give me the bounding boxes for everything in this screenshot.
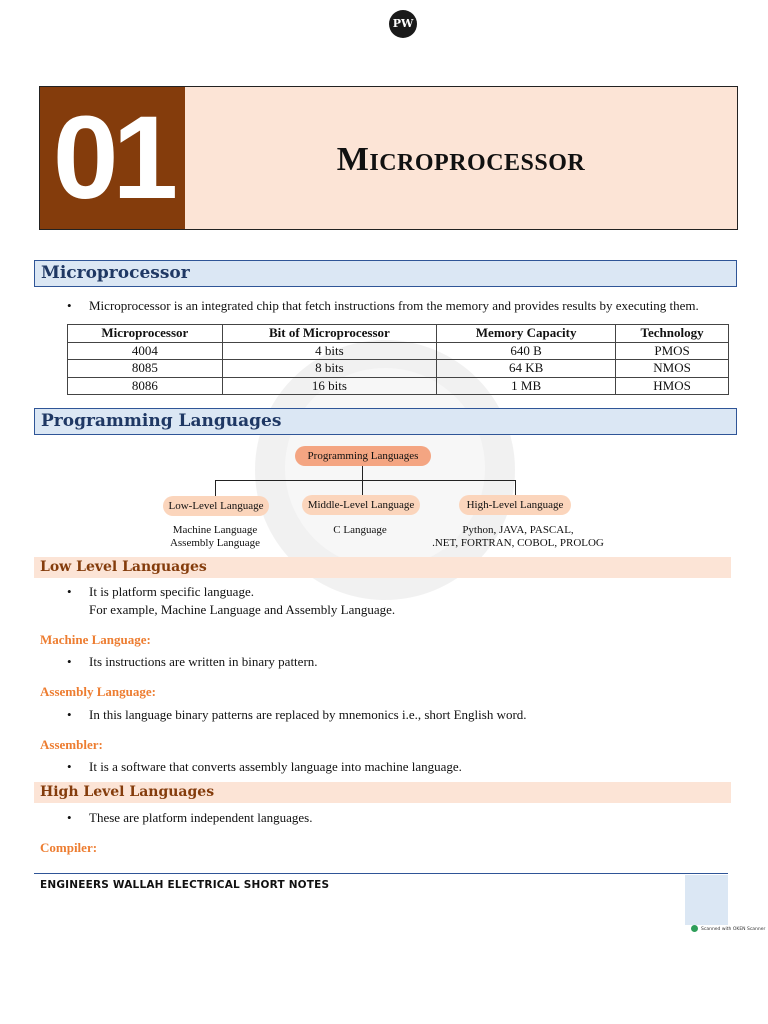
- bullet-assembler: [67, 758, 462, 776]
- tree-connector: [362, 466, 363, 480]
- subheading-compiler: Compiler:: [40, 840, 98, 855]
- table-cell: 640 B: [437, 342, 616, 360]
- tree-node-programming-languages: Programming Languages: [295, 446, 431, 466]
- table-header: Memory Capacity: [437, 325, 616, 343]
- tree-connector: [515, 480, 516, 496]
- table-cell: NMOS: [616, 360, 729, 378]
- footer-divider: [34, 873, 728, 874]
- tree-connector: [215, 480, 515, 481]
- pw-logo: PW: [389, 10, 417, 38]
- bullet-text: It is a software that converts assembly language into machine language.: [89, 759, 462, 774]
- tree-connector: [362, 480, 363, 496]
- tree-item: Assembly Language: [169, 537, 261, 549]
- tree-high-items: [425, 524, 611, 550]
- section-heading-microprocessor: Microprocessor: [34, 260, 737, 287]
- bullet-low-level-example: For example, Machine Language and Assembly Language.: [89, 602, 396, 617]
- bullet-microprocessor-definition: [67, 297, 699, 315]
- table-header: Technology: [616, 325, 729, 343]
- chapter-title: Microprocessor: [336, 141, 586, 178]
- bullet-text: Microprocessor is an integrated chip that fetch instructions from the memory and provides results by executing them.: [89, 298, 699, 313]
- chapter-header: [39, 86, 738, 230]
- scanner-text: Scanned with OKEN Scanner: [701, 927, 766, 932]
- tree-item: .NET, FORTRAN, COBOL, PROLOG: [432, 537, 604, 549]
- bullet-dot: •: [67, 810, 72, 825]
- bullet-dot: •: [67, 584, 72, 599]
- bullet-machine-language: [67, 653, 318, 671]
- tree-connector: [215, 480, 216, 496]
- table-header: Bit of Microprocessor: [222, 325, 436, 343]
- tree-item: Machine Language: [172, 524, 258, 536]
- scanner-stamp: [691, 925, 765, 934]
- subheading-machine-language: Machine Language:: [40, 632, 151, 647]
- table-cell: 4 bits: [222, 342, 436, 360]
- table-header-row: [68, 325, 729, 343]
- table-row: [68, 342, 729, 360]
- bullet-text: These are platform independent languages.: [89, 810, 313, 825]
- tree-item: Python, JAVA, PASCAL,: [462, 524, 574, 536]
- table-cell: HMOS: [616, 377, 729, 395]
- table-cell: 8 bits: [222, 360, 436, 378]
- tree-middle-items: [300, 524, 420, 537]
- microprocessor-table: [67, 324, 729, 395]
- tree-low-items: [148, 524, 282, 550]
- bullet-text: In this language binary patterns are replaced by mnemonics i.e., short English word.: [89, 707, 527, 722]
- bullet-dot: •: [67, 759, 72, 774]
- tree-node-low-level: Low-Level Language: [163, 496, 269, 516]
- bullet-text: It is platform specific language.: [89, 584, 254, 599]
- bullet-dot: •: [67, 707, 72, 722]
- table-row: [68, 377, 729, 395]
- tree-node-middle-level: Middle-Level Language: [302, 495, 420, 515]
- bullet-dot: •: [67, 654, 72, 669]
- table-row: [68, 360, 729, 378]
- table-header: Microprocessor: [68, 325, 223, 343]
- bullet-text: Its instructions are written in binary pattern.: [89, 654, 318, 669]
- table-cell: 8085: [68, 360, 223, 378]
- scanner-icon: [691, 925, 698, 932]
- bullet-high-level: [67, 809, 312, 827]
- subheading-assembler: Assembler:: [40, 737, 103, 752]
- footer-page-box: [685, 875, 728, 925]
- footer-text: ENGINEERS WALLAH ELECTRICAL SHORT NOTES: [40, 879, 330, 891]
- subheading-assembly-language: Assembly Language:: [40, 684, 156, 699]
- table-cell: 64 KB: [437, 360, 616, 378]
- band-heading-high-level-languages: High Level Languages: [34, 782, 731, 803]
- chapter-number: 01: [40, 87, 185, 229]
- table-cell: 16 bits: [222, 377, 436, 395]
- bullet-dot: •: [67, 298, 72, 313]
- table-cell: 8086: [68, 377, 223, 395]
- bullet-low-level: [67, 583, 254, 601]
- table-cell: 1 MB: [437, 377, 616, 395]
- tree-item: C Language: [333, 524, 387, 536]
- table-cell: PMOS: [616, 342, 729, 360]
- section-heading-programming-languages: Programming Languages: [34, 408, 737, 435]
- tree-node-high-level: High-Level Language: [459, 495, 571, 515]
- band-heading-low-level-languages: Low Level Languages: [34, 557, 731, 578]
- table-cell: 4004: [68, 342, 223, 360]
- bullet-assembly-language: [67, 706, 527, 724]
